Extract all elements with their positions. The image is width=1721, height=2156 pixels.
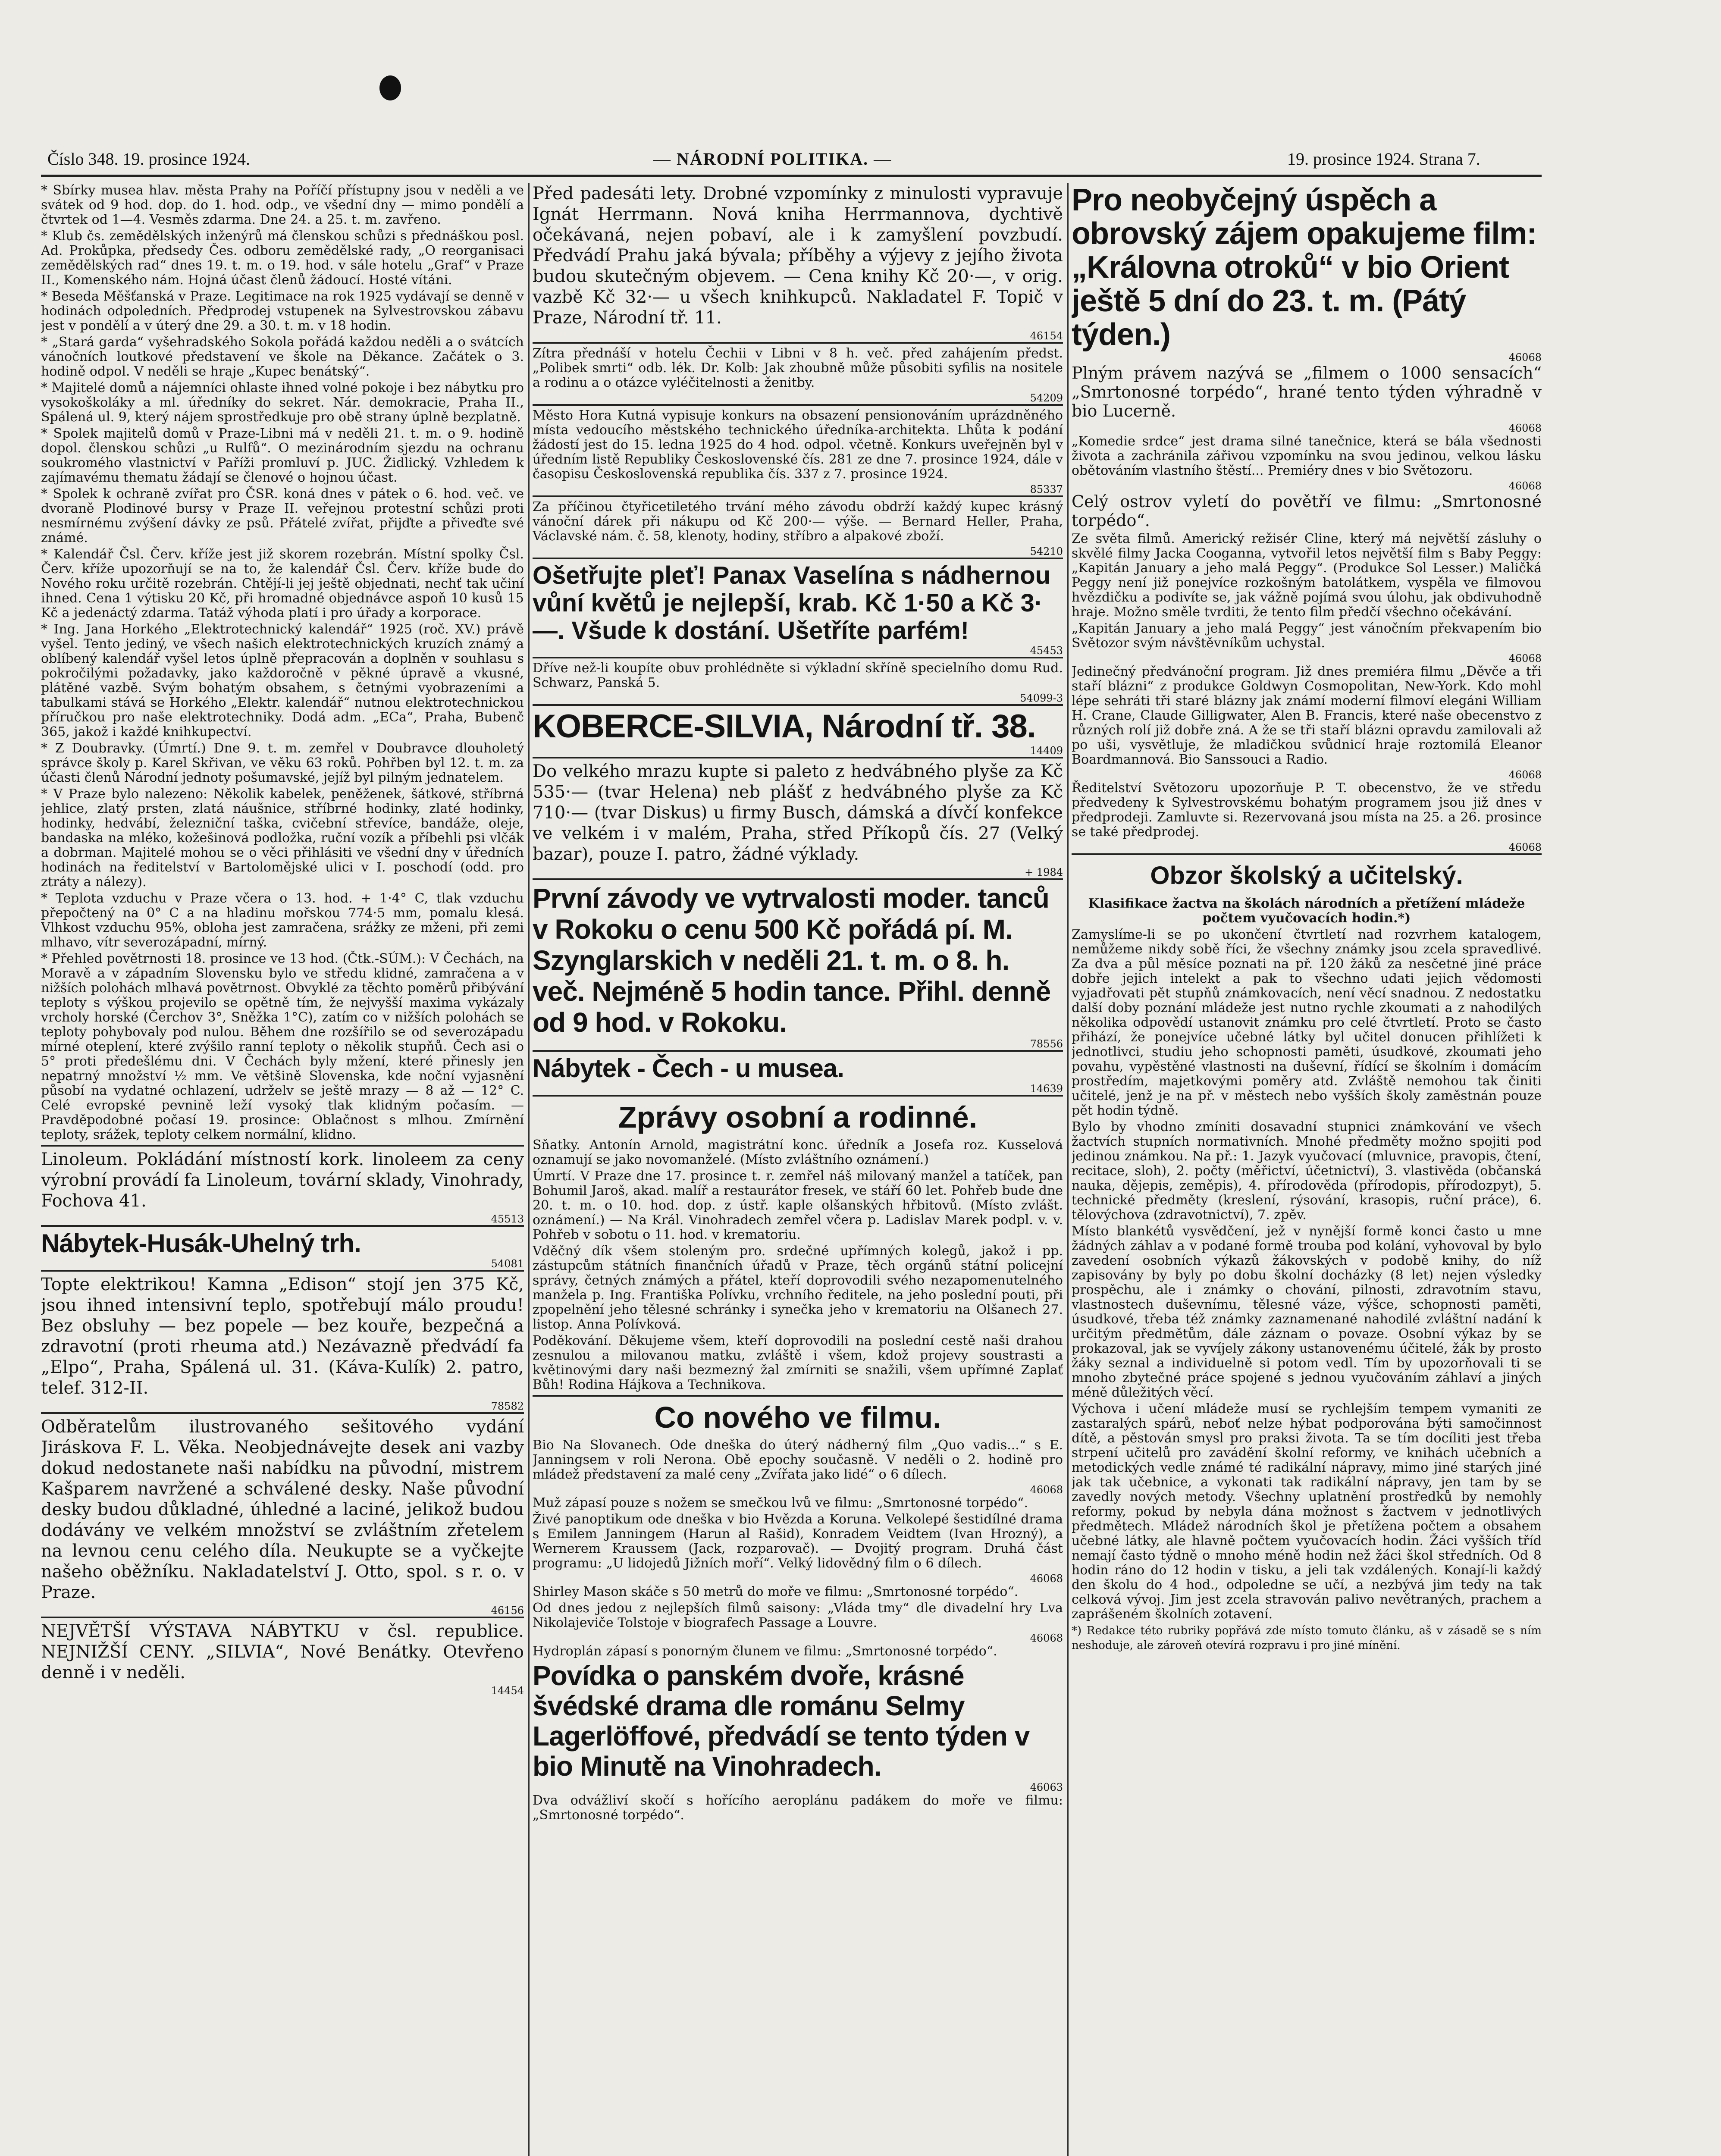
personal-death: Úmrtí. V Praze dne 17. prosince t. r. zemřel náš milovaný manžel a tatíček, pan Bohumil Jaroš, akad. malíř a restaurátor fresek, ve stáří 60 let. Pohřeb bude dne 20. t. m. o 10. hod. dop. z ústř. kaple olšanských hřbitovů. (Místo zvlášt. oznámení.) — Na Král. Vinohradech zemřel včera p. Ladislav Marek podpl. v. v. Pohřeb v sobotu o 11. hod. v krematoriu.: [533, 1169, 1063, 1242]
ad-number: 46068: [1030, 1632, 1063, 1644]
ad-number: 46068: [1508, 422, 1542, 434]
ad-sylvestr: Ředitelství Světozoru upozorňuje P. T. obecenstvo, že ve středu předvedeny k Sylvestrovskému bohatým programem jsou již dnes v předprodeji. Zamluvte si. Rezervovaná jsou místa na 25. a 26. prosince se také předprodej.: [1072, 780, 1542, 840]
ad-ze-sveta-filmu: Ze světa filmů. Americký režisér Cline, který má největší zásluhy o skvělé filmy Jacka Cooganna, vytvořil letos největší film s Baby Peggy: „Kapitán January a jeho malá Peggy“. (Produkce Sol Lesser.) Maličká Peggy není již ponejvíce rozkošným batolátkem, vyspěla ve filmovou hvězdičku a podivíte se, jak vážně pojímá svou úlohu, jak obdivuhodně hraje. Možno směle tvrditi, že tento film předčí všechno očekávání.: [1072, 531, 1542, 620]
film-torpedo-3: Hydroplán zápasí s ponorným člunem ve filmu: „Smrtonosné torpédo“.: [533, 1644, 997, 1659]
header-rule: [41, 175, 1542, 177]
ad-herrmann-book: Před padesáti lety. Drobné vzpomínky z minulosti vypravuje Ignát Herrmann. Nová kniha Herrmannova, dychtivě očekávaná, nejen pobaví, ale i k zamyšlení povzbudí. Předvádí Prahu jaká bývala; příběhy a výjevy z jejího života budou skutečným objevem. — Cena knihy Kč 20·—, v orig. vazbě Kč 32·— u všech knihkupců. Nakladatel F. Topič v Praze, Národní tř. 11.: [533, 184, 1063, 328]
ad-husak: Nábytek-Husák-Uhelný trh.: [41, 1229, 361, 1258]
notice-beseda: * Beseda Měšťanská v Praze. Legitimace na rok 1925 vydávají se denně v hodinách odpoledních. Předprodej vstupenek na Sylvestrovskou zábavu jest v pondělí a v úterý dne 29. a 30. t. m. v 18 hodin.: [41, 289, 524, 333]
ad-number: 14409: [1030, 745, 1063, 757]
ad-number: 46063: [1030, 1781, 1063, 1793]
column-3: [1072, 183, 1542, 2156]
notice-doubravka: * Z Doubravky. (Úmrtí.) Dne 9. t. m. zemřel v Doubravce dlouholetý správce školy p. Karel Skřivan, ve věku 63 roků. Pohřben byl 12. t. m. za účasti členů Národní jednoty pošumavské, jejíž byl pilným jednatelem.: [41, 741, 524, 785]
personal-wedding: Sňatky. Antonín Arnold, magistrátní konc. úředník a Josefa roz. Kusselová oznamují se jako novomanželé. (Místo zvláštního oznámení.): [533, 1138, 1063, 1167]
ad-number: 14454: [491, 1685, 524, 1697]
ad-number: 46068: [1508, 480, 1542, 492]
film-torpedo-2: Shirley Mason skáče s 50 metrů do moře ve filmu: „Smrtonosné torpédo“.: [533, 1584, 1019, 1599]
page-header: [41, 149, 1542, 175]
film-sanssouci: Jedinečný předvánoční program. Již dnes premiéra filmu „Děvče a tři staří blázni“ z produkce Goldwyn Cosmopolitan, New-York. Kdo mohl lépe sehráti tři staré blázny jak známí moderní filmoví elegáni William H. Crane, Claude Gilligwater, Alen B. Francis, které naše obecenstvo z různých rolí již dobře zná. A že se tři staří blázni opravdu zamilovali až po uši, vysvětluje, že mladičkou svůdnicí hraje roztomilá Eleanor Boardmannová. Bio Sanssouci a Radio.: [1072, 664, 1542, 767]
ad-heller: Za příčinou čtyřicetiletého trvání mého závodu obdrží každý kupec krásný vánoční dárek při nákupu od Kč 200·— výše. — Bernard Heller, Praha, Václavské nám. č. 58, klenoty, hodiny, stříbro a alpakové zboží.: [533, 499, 1063, 544]
ad-number: 14639: [1030, 1083, 1063, 1095]
film-torpedo-1: Muž zápasí pouze s nožem se smečkou lvů ve filmu: „Smrtonosné torpédo“.: [533, 1495, 1028, 1510]
ad-komedie-srdce: „Komedie srdce“ jest drama silné tanečnice, která se bála všednosti života a zachránila zářivou vzpomínku na svou jedinou, velkou lásku obětováním vlastního štěstí... Premiéry dnes v bio Světozoru.: [1072, 434, 1542, 478]
ad-povidka: Povídka o panském dvoře, krásné švédské drama dle románu Selmy Lagerlöffové, předvádí se tento týden v bio Minutě na Vinohradech.: [533, 1660, 1030, 1782]
film-slovanech: Bio Na Slovanech. Ode dneška do úterý nádherný film „Quo vadis...“ s E. Janningsem v roli Nerona. Obě epochy současně. V neděli o 2. hodině pro mládež představení za malé ceny „Zvířata jako lidé“ o 6 dílech.: [533, 1438, 1063, 1482]
column-divider: [528, 183, 530, 2156]
column-1: [41, 183, 524, 2156]
article-school-footnote: *) Redakce této rubriky popřává zde místo tomuto článku, aš v zásadě se s ním neshoduje, ale zároveň otevírá rozpravu i pro jiné mínění.: [1072, 1624, 1542, 1652]
notice-landlords: * Majitelé domů a nájemníci ohlaste ihned volné pokoje i bez nábytku pro vysokoškoláky a ml. úředníky do sekret. Nár. demokracie, Praha II., Spálená ul. 9, který nájem sprostředkuje pro obě strany úplně bezplatně.: [41, 380, 524, 425]
ad-number: 78582: [491, 1400, 524, 1412]
ad-kapitan-january: „Kapitán January a jeho malá Peggy“ jest vánočním překvapením bio Světozor svým návštěvníkům uchystal.: [1072, 621, 1542, 651]
ad-schwarz-shoes: Dříve než-li koupíte obuv prohlédněte si výkladní skříně specielního domu Rud. Schwarz, Panská 5.: [533, 661, 1063, 690]
ad-number: + 1984: [1025, 866, 1063, 878]
ad-number: 45513: [491, 1213, 524, 1225]
personal-acknowledgement: Poděkování. Děkujeme všem, kteří doprovodili na poslední cestě naši drahou zesnulou a milovanou matku, zvláště i všem, kdož projevy soustrasti a květinovými dary naši bezmezný žal zmírniti se snažili, všem upřímné Zaplať Bůh! Rodina Hájkova a Technikova.: [533, 1333, 1063, 1392]
ad-number: 46068: [1508, 769, 1542, 781]
section-heading-film: Co nového ve filmu.: [654, 1401, 941, 1434]
article-school-p4: Výchova i učení mládeže musí se rychlejším tempem vymaniti ze zastaralých spárů, neboť nelze hýbat podporována býti samočinnost dítě, a pěstován smysl pro praksi života. Ta se tím docíliti jest třeba strpení učitelů pro zavádění školní reformy, ve knihách učebních a metodických vedle známé té radikální nápravy, mimo jiné starých jiné jak tak učebnice, a vykonati tak radikální nápravy, jen tam by se zavedly nových metody. Všechny uplatnění prostředků by nemohly reformy, pokud by nebyla dána možnost s žactvem v jednotlivých předmětech. Mládež národních škol je přetížena počtem a obsahem učebné látky, ale hlavně počtem vyučovacích hodin. Žáci vyšších tříd nemají často týdně o mnoho méně hodin než žáci škol středních. Od 8 hodin ráno do 12 hodin v tisku, a jeli tak vzdálených. Konají-li každý den školu do 4 hod., odpoledne se učí, a nezbývá jim tedy na tak celková vývoj. Jim jest zcela stravován palivo nevětraných, prachem a zaprášeném školních zotavení.: [1072, 1401, 1542, 1622]
ad-jirasek-edition: Odběratelům ilustrovaného sešitového vydání Jiráskova F. L. Věka. Neobjednávejte desek ani vazby dokud nedostanete naši nabídku na původní, mistrem Kašparem navržené a schválené desky. Naše původní desky budou důkladné, úhledné a laciné, jelikož budou dodávány ve velkém množství se zvláštním zřetelem na levnou cenu celého díla. Neukupte se a vyčkejte našeho oběžníku. Nakladatelství J. Otto, spol. s r. o. v Praze.: [41, 1417, 524, 1602]
ad-number: 54081: [491, 1258, 524, 1270]
ad-busch-coats: Do velkého mrazu kupte si paleto z hedvábného plyše za Kč 535·— (tvar Helena) neb plášť z hedvábného plyše za Kč 710·— (tvar Diskus) u firmy Busch, dámská a dívčí konfekce ve velkém i v malém, Praha, střed Příkopů čís. 27 (Velký bazar), pouze I. patro, žádné výklady.: [533, 761, 1063, 864]
film-torpedo-4: Dva odvážliví skočí s hořícího aeroplánu padákem do moře ve filmu: „Smrtonosné torpédo“.: [533, 1793, 1063, 1823]
ad-silvia-furniture: NEJVĚTŠÍ VÝSTAVA NÁBYTKU v čsl. republice. NEJNIŽŠÍ CENY. „SILVIA“, Nové Benátky. Otevřeno denně i v neděli.: [41, 1621, 524, 1683]
section-heading-personal: Zprávy osobní a rodinné.: [618, 1100, 978, 1134]
ad-dance-contest: První závody ve vytrvalosti moder. tanců v Rokoku o cenu 500 Kč pořádá pí. M. Szynglarskich v neděli 21. t. m. o 8. h. več. Nejméně 5 hodin tance. Přihl. denně od 9 hod. v Rokoku.: [533, 883, 1051, 1038]
personal-thanks: Vděčný dík všem stoleným pro. srdečné upřímných kolegů, jakož i pp. zástupcům státních finančních úřadů v Praze, těch orgánů státní policejní správy, četných známých a přátel, kteří doprovodili svého nezapomenutelného manžela p. Ing. Františka Polívku, vrchního ředitele, na jeho poslední pouti, při zpopelnění jeho tělesné schránky i synečka jeho v krematoriu na Olšanech 27. listop. Anna Polívková.: [533, 1244, 1063, 1332]
notice-museum: * Sbírky musea hlav. města Prahy na Poříčí přístupny jsou v neděli a ve svátek od 9 hod. dop. do 1. hod. odp., ve všední dny — mimo pondělí a čtvrtek od 1—4. Vesměs zdarma. Dne 24. a 25. t. m. zavřeno.: [41, 183, 524, 227]
punch-hole-mark: [379, 75, 401, 100]
notice-stara-garda: * „Stará garda“ vyšehradského Sokola pořádá každou neděli a o svátcích vánočních loutkové představení ve škole na Děkance. Začátek o 3. hodině odpol. V neděli se hraje „Kupec benátský“.: [41, 335, 524, 379]
notice-lost-found: * V Praze bylo nalezeno: Několik kabelek, peněženek, šátkové, stříbrná jehlice, zlatý prsten, zlatá náušnice, stříbrné hodinky, zlaté hodinky, hodinky, hedvábí, železniční taška, cvičební střevíce, bandáže, oleje, bandaska na mléko, kožešinová podložka, ruční vozík a příbehli psi vlčák a dobrman. Majitelé mohou se o věci přihlásiti ve všední dny v úředních hodinách na ředitelství v Bartolomějské ulici v I. poschodí (odd. pro ztráty a nálezy).: [41, 787, 524, 890]
ad-number: 54209: [1030, 392, 1063, 404]
notice-landlords-libni: * Spolek majitelů domů v Praze-Libni má v neděli 21. t. m. o 9. hodině dopol. členskou schůzi „u Rulfů“. O mezinárodním sjezdu na ochranu soukromého vlastnictví v Paříži promluví p. JUC. Židlický. Vzhledem k zajímavému thematu žádají se členové o hojnou účast.: [41, 426, 524, 485]
header-page-number: 19. prosince 1924. Strana 7.: [1287, 149, 1480, 169]
notice-weather: * Přehled povětrnosti 18. prosince ve 13 hod. (Čtk.-SÚM.): V Čechách, na Moravě a v západním Slovensku bylo ve středu klidné, zamračena a v nižších polohách mlhavá povětrnost. Obvyklé za těchto poměrů přibývání teploty s výškou projevilo se opětně tím, že nejvyšší maxima vykázaly vrcholy horské (Čerchov 3°, Sněžka 1°C), zatím co v nižších polohách se teploty pohybovaly pod nulou. Během dne rozšířilo se od severozápadu mírné oteplení, které zvýšilo ranní teploty o několik stupňů. Čech asi o 5° proti předešlému dni. V Čechách byly mžení, které přinesly jen nepatrný množství ½ mm. Ve většině Slovenska, kde noční vyjasnění působí na vydatné ochlazení, udrželv se ještě mrazy — 8 až — 12° C. Celé evropské pevnině leží vysoký tlak klidným počasím. — Pravděpodobné počasí 19. prosince: Oblačnost s mlhou. Zmírnění teploty, srážek, teploty celkem normální, klidno.: [41, 951, 524, 1142]
ad-number: 45453: [1030, 645, 1063, 657]
ad-panax: Ošetřujte pleť! Panax Vaselína s nádhernou vůní květů je nejlepší, krab. Kč 1·50 a Kč 3·—. Všude k dostání. Ušetříte parfém!: [533, 561, 1051, 645]
divider: [41, 1145, 524, 1147]
ad-number: 46068: [1030, 1484, 1063, 1496]
film-torpedo-5: Celý ostrov vyletí do povětří ve filmu: „Smrtonosné torpédo“.: [1072, 492, 1542, 530]
article-school-p3: Místo blankétů vysvědčení, jež v nynější formě konci často u mne žádných záhlav a v podané formě trouba pod kolání, vyhovoval by bylo zavedení osobních výkazů žákovských v podobě knihy, do níž zapisovány by byly po dobu školní docházky (8 let) nejen výsledky prospěchu, ale i známky o chování, pilnosti, zdravotním stavu, vlastnostech duševnímu, tělesné váze, výšce, schopnosti paměti, úsudkové, třeba též známky zaznamenané nahodilé zvláštní nadání k určitým předmětům, dále záznam o povaze. Osobní výkaz by se prokazoval, jak se vyvíjely zákony ustanovenému účitelé, žák by prosto žáky seznal a individuelně si potom vedl. Tím by upozorňovali ti se mnoho zbytečné práce spojené s jednou vyučováním záhlaví a jiných méně důležitých věcí.: [1072, 1224, 1542, 1400]
ad-electric-stove: Topte elektrikou! Kamna „Edison“ stojí jen 375 Kč, jsou ihned intensivní teplo, spotřebují málo proudu! Bez obsluhy — bez popele — bez kouře, bezpečná a zdravotní (proti rheuma atd.) Nezávazně předvádí fa „Elpo“, Praha, Spálená ul. 31. (Káva-Kulík) 2. patro, telef. 312-II.: [41, 1275, 524, 1398]
article-school-title: Klasifikace žactva na školách národních a přetížení mládeže počtem vyučovacích hodin.*): [1088, 896, 1525, 926]
notice-lecture: Zítra přednáší v hotelu Čechii v Libni v 8 h. več. před zahájením předst. „Polibek smrti“ odb. lék. Dr. Kolb: Jak zhoubně může působiti syfilis na nositele a rodinu a o otázce vyléčitelnosti a ženitby.: [533, 346, 1063, 390]
article-school-p2: Bylo by vhodno zmíniti dosavadní stupnici známkování ve všech žactvích stupních normativních. Mnohé předměty možno spojiti pod jedinou známkou. Na př.: 1. Jazyk vyučovací (mluvnice, pravopis, čtení, recitace, sloh), 2. počty (měřictví, účetnictví), 3. vlastivěda (občanská nauka, dějepis, zeměpis), 4. přírodověda (přírodopis, přírodozpyt), 5. technické předměty (kreslení, rýsování, krasopis, ruční práce), 6. tělovýchova (zdravotnictví), 7. zpěv.: [1072, 1119, 1542, 1222]
notice-red-cross-calendar: * Kalendář Čsl. Červ. kříže jest již skorem rozebrán. Místní spolky Čsl. Červ. kříže upozorňují se na to, že kalendář Čsl. Červ. kříže bude do Nového roku určitě rozebrán. Chtějí-li jej ještě objednati, nechť tak učiní ihned. Cena 1 výtisku 20 Kč, při hromadné objednávce aspoň 10 kusů 15 Kč a jedenáctý zdarma. Tatáž výhoda platí i pro úřady a korporace.: [41, 547, 524, 620]
column-2: [533, 183, 1063, 2156]
article-school-p1: Zamyslíme-li se po ukončení čtvrtletí nad rozvrhem katalogem, nemůžeme nikdy sobě říci, že všechny známky jsou zcela spravedlivé. Za dva a půl měsíce poznati na př. 120 žáků za nesčetné jiné práce dobře jejich intelekt a pak to všechno udati jejich vědomosti vyjadřovati pět stupňů známkovacích, není věcí snadnou. Z nedostatku další doby poznání mládeže jest nutno rychle zkoumati a z nahodilých několika odpovědí ustanovit známku pro celé čtvrtletí. Proto se často přihází, že ponejvíce učebné látky byl učitel donucen přihlížeti k jednotlivci, studiu jeho schopnosti paměti, úsudkové, zkoumati jeho povahu, vypěstěné vlastnosti na duševní, řídící se školním i domácím prostředím, majetkovými poměry atd. Zvláště nemohou tak činiti učitelé, jenž je na př. v městech nebo vyšších školy zaměstnán pouze pět hodin týdně.: [1072, 927, 1542, 1118]
ad-number: 85337: [1030, 483, 1063, 495]
ad-number: 54210: [1030, 545, 1063, 558]
ad-number: 46154: [1030, 330, 1063, 342]
header-masthead: — NÁRODNÍ POLITIKA. —: [653, 149, 892, 169]
ad-linoleum: Linoleum. Pokládání místností kork. linoleem za ceny výrobní provádí fa Linoleum, tovární sklady, Vinohrady, Fochova 41.: [41, 1150, 524, 1211]
ad-number: 46068: [1508, 351, 1542, 364]
column-divider: [1067, 183, 1069, 2156]
notice-kutna-hora: Město Hora Kutná vypisuje konkurs na obsazení pensionováním uprázdněného místa vedoucího městského technického úředníka-architekta. Lhůta k podání žádostí jest do 15. ledna 1925 do 4 hod. odpol. včetně. Konkurs uveřejněn byl v úředním listě Republiky Československé čís. 281 ze dne 7. prosince 1924, dále v časopisu Československá republika čís. 337 z 7. prosince 1924.: [533, 408, 1063, 482]
ad-furniture-cech: Nábytek - Čech - u musea.: [533, 1054, 844, 1083]
ad-number: 78556: [1030, 1038, 1063, 1050]
ad-number: 46068: [1030, 1573, 1063, 1585]
ad-koberce: KOBERCE-SILVIA, Národní tř. 38.: [533, 708, 1036, 745]
ad-number: 46068: [1508, 841, 1542, 853]
header-issue-date: Číslo 348. 19. prosince 1924.: [47, 149, 250, 169]
film-lucerna: Plným právem nazývá se „filmem o 1000 sensacích“ „Smrtonosné torpédo“, hrané tento týden výhradně v bio Lucerně.: [1072, 364, 1542, 420]
notice-electro-calendar: * Ing. Jana Horkého „Elektrotechnický kalendář“ 1925 (roč. XV.) právě vyšel. Tento jediný, ve všech našich elektrotechnických kruzích známý a oblíbený kalendář vyšel letos úplně přepracován a doplněn v souhlasu s pokročilými požadavky, jako každoročně v pěkné úpravě a vkusné, plátěné vazbě. Svým bohatým obsahem, s četnými vyobrazeními a tabulkami stává se Horkého „Elektr. kalendář“ nutnou elektrotechnickou příručkou pro naše elektrotechniky. Dodá adm. „ECa“, Praha, Bubenč 365, jakož i každé knihkupectví.: [41, 622, 524, 740]
ad-number: 46068: [1508, 652, 1542, 664]
notice-engineers-club: * Klub čs. zemědělských inženýrů má členskou schůzi s přednáškou posl. Ad. Prokůpka, předsedy Čes. odboru zemědělské rady, „O reorganisaci zemědělských rad“ dnes 19. t. m. o 19. hod. v sále hotelu „Graf“ v Praze II., Komenského nám. Hojná účast členů žádoucí. Hosté vítáni.: [41, 229, 524, 288]
ad-number: 54099-3: [1020, 692, 1063, 704]
notice-temperature: * Teplota vzduchu v Praze včera o 13. hod. + 1·4° C, tlak vzduchu přepočtený na 0° C a na hladinu mořskou 774·5 mm, pomalu klesá. Vlhkost vzduchu 95%, obloha jest zamračena, srážky ze mženi, při zemi mlhavo, vítr severozápadní, mírný.: [41, 891, 524, 950]
ad-number: 46156: [491, 1604, 524, 1617]
section-heading-school: Obzor školský a učitelský.: [1150, 862, 1463, 890]
notice-animal-protection: * Spolek k ochraně zvířat pro ČSR. koná dnes v pátek o 6. hod. več. ve dvoraně Plodinové bursy v Praze II. veřejnou protestní schůzi proti nesmírnému zvýšení dávky ze psů. Přátelé zvířat, přijďte a přiveďte své známé.: [41, 486, 524, 545]
film-vlada-tmy: Od dnes jedou z nejlepších filmů saisony: „Vláda tmy“ dle divadelní hry Lva Nikolajeviče Tolstoje v biografech Passage a Louvre.: [533, 1601, 1063, 1630]
ad-orient: Pro neobyčejný úspěch a obrovský zájem opakujeme film: „Královna otroků“ v bio Orient ještě 5 dní do 23. t. m. (Pátý týden.): [1072, 183, 1537, 352]
film-panoptikum: Živé panoptikum ode dneška v bio Hvězda a Koruna. Velkolepé šestidílné drama s Emilem Janningem (Harun al Rašid), Konradem Veidtem (Ivan Hrozný), a Wernerem Kraussem (Jack, rozparovač). — Dvojitý program. Druhá část programu: „U lidojedů Jižních moří“. Velký lidovědný film o 6 dílech.: [533, 1512, 1063, 1571]
